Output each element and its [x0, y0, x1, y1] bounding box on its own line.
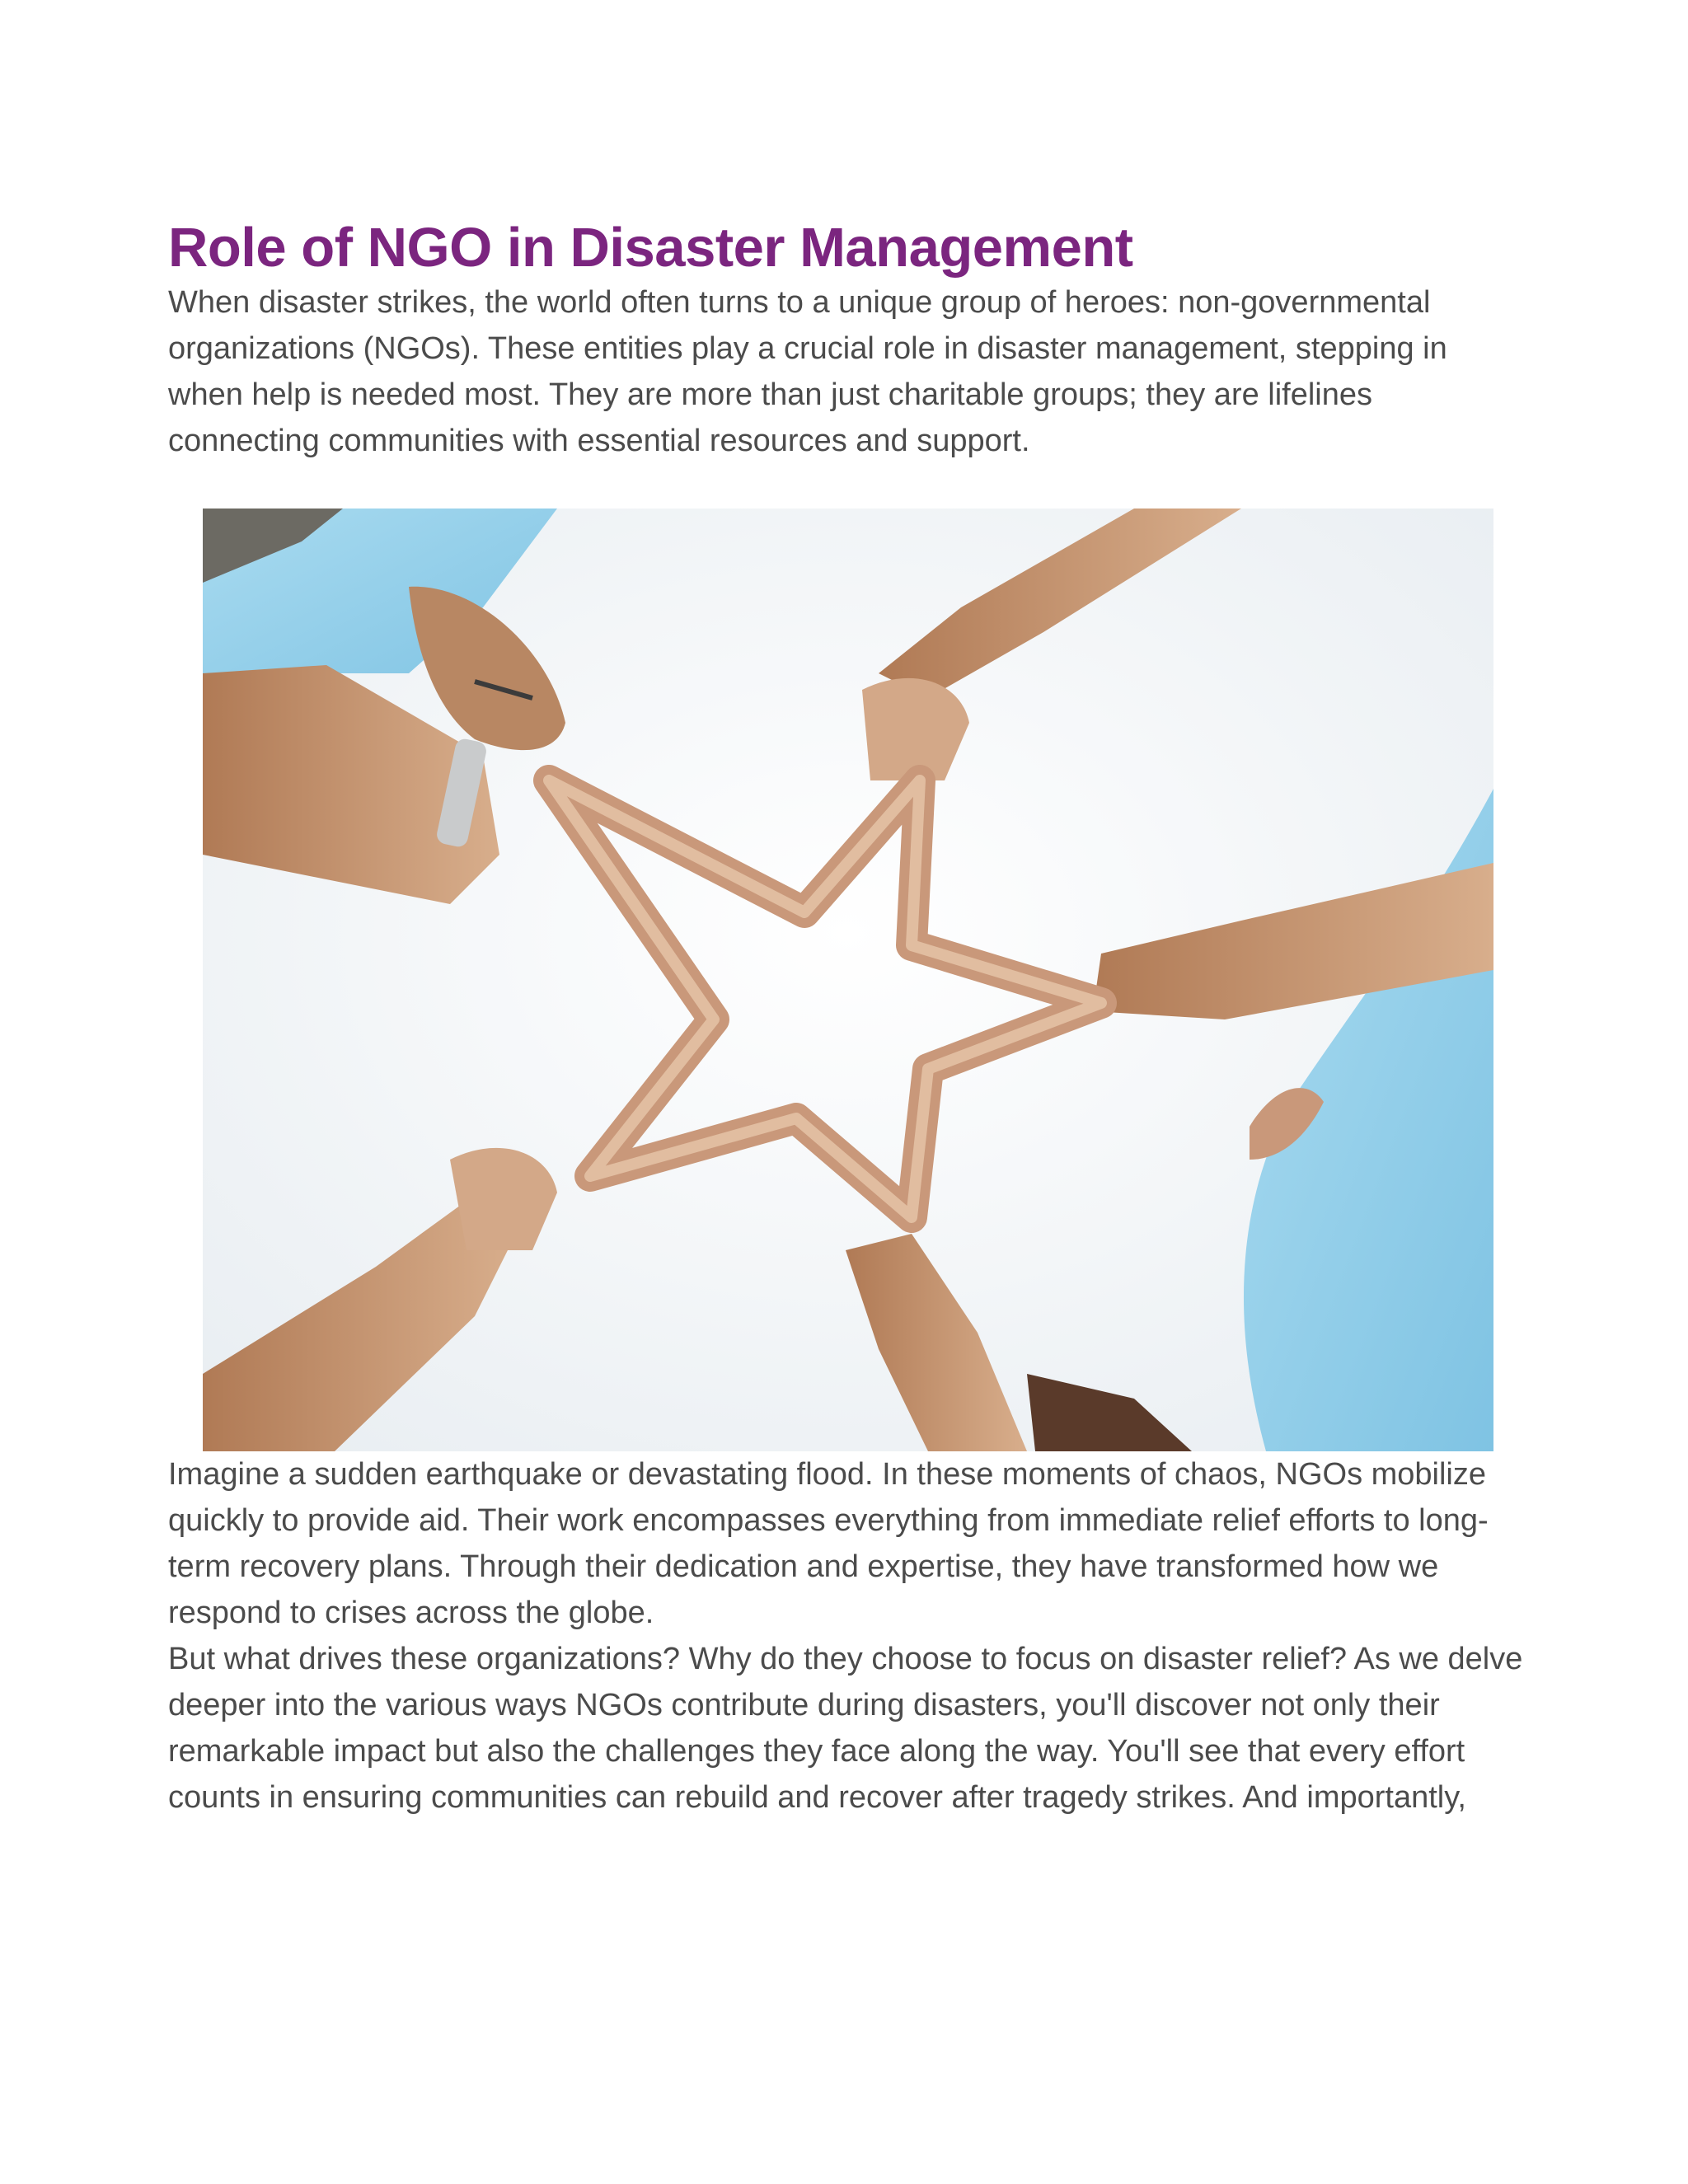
- body-paragraph-3: But what drives these organizations? Why do they choose to focus on disaster relief? As we delve deeper into the various ways NGOs contribute during disasters, you'll discover not only their remarkable impact but also the challenges they face along the way. You'll see that every effort counts in ensuring communities can rebuild and recover after tragedy strikes. And importantly,: [168, 1642, 1523, 1816]
- article-title: Role of NGO in Disaster Management: [168, 217, 1133, 279]
- article: [168, 216, 1525, 1821]
- hands-star-illustration: [203, 509, 1493, 1451]
- hands-star-photo: [203, 509, 1493, 1451]
- body-paragraph-2: Imagine a sudden earthquake or devastating flood. In these moments of chaos, NGOs mobilize quickly to provide aid. Their work encompasses everything from immediate relief efforts to long-term recovery plans. Through their dedication and expertise, they have transformed how we respond to crises across the globe.: [168, 1457, 1489, 1631]
- intro-paragraph: When disaster strikes, the world often turns to a unique group of heroes: non-governmental organizations (NGOs). These entities play a crucial role in disaster management, stepping in when help is needed most. They are more than just charitable groups; they are lifelines connecting communities with essential resources and support.: [168, 285, 1447, 459]
